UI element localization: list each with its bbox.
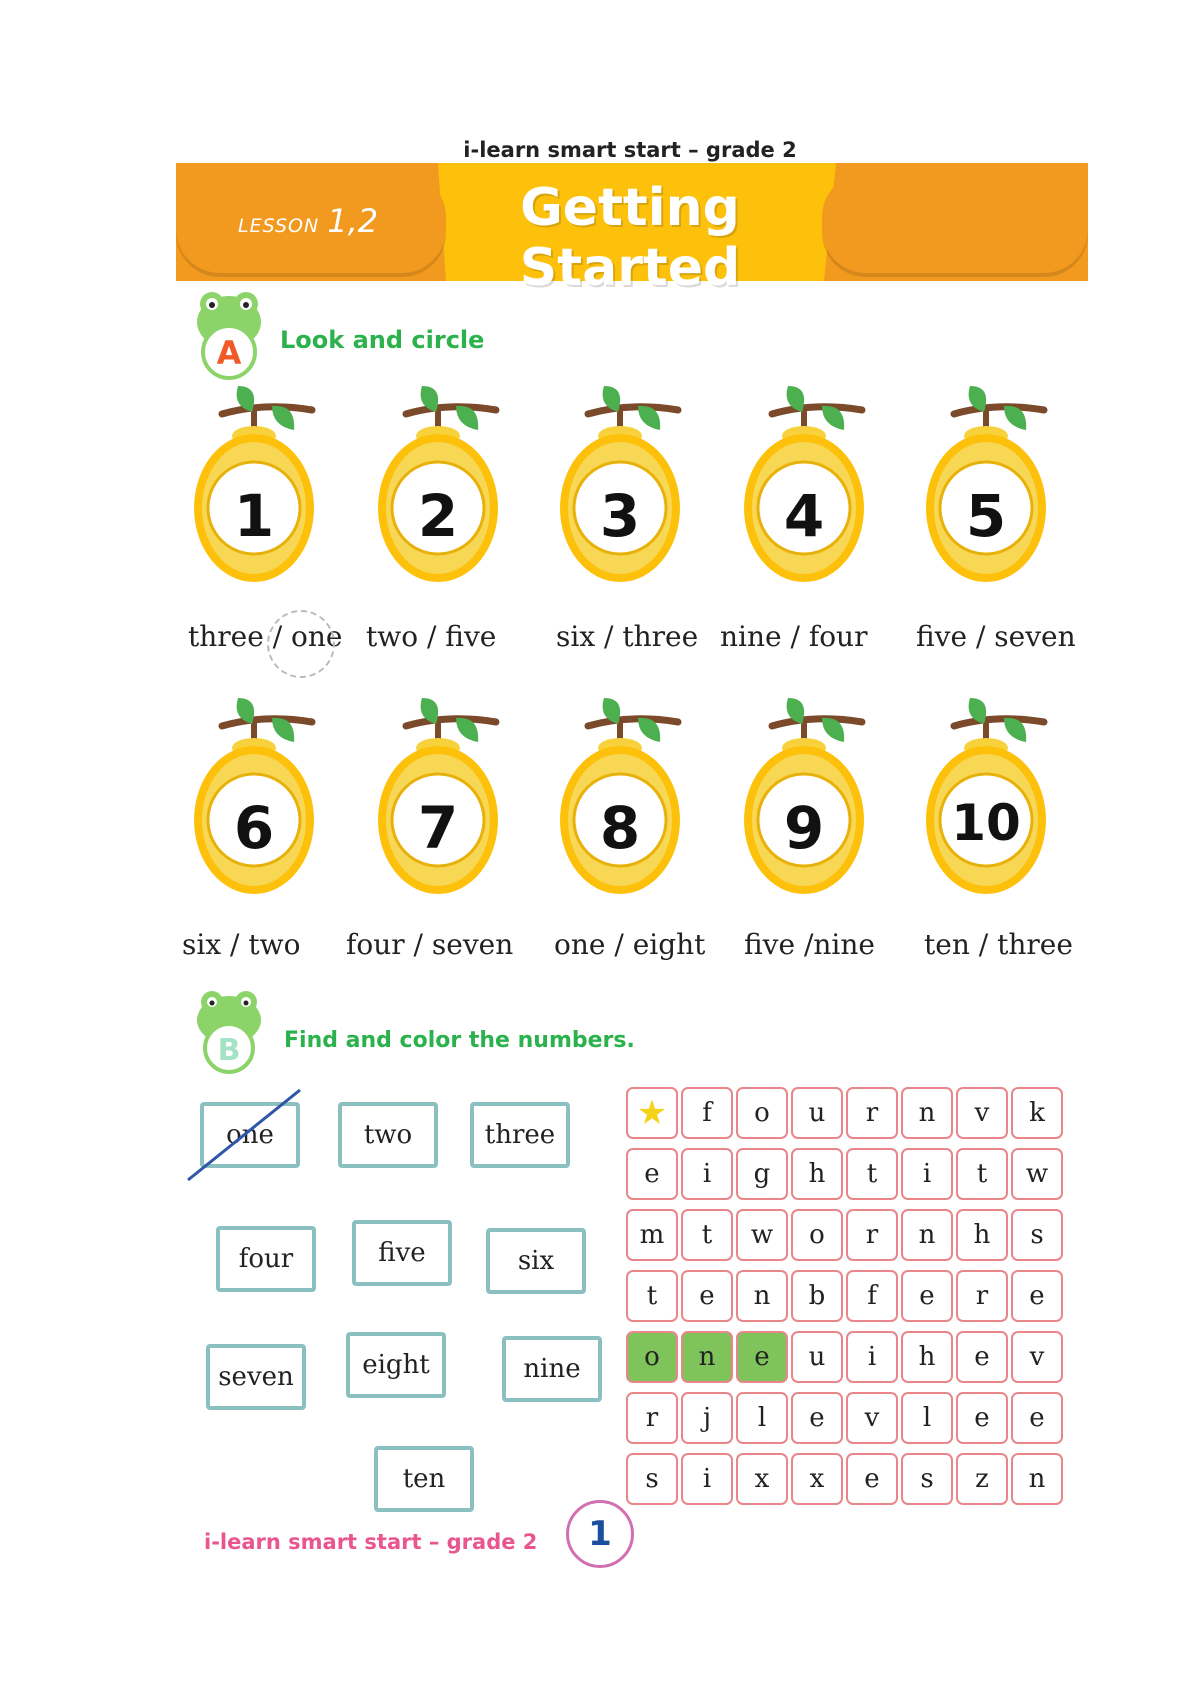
star-icon[interactable]: ★ [626, 1087, 678, 1139]
grid-cell[interactable]: o [626, 1331, 678, 1383]
answer-choices[interactable]: nine / four [720, 620, 868, 653]
grid-cell[interactable]: n [1011, 1453, 1063, 1505]
grid-cell[interactable]: u [791, 1331, 843, 1383]
grid-cell[interactable]: g [736, 1148, 788, 1200]
answer-choices[interactable]: three / one [188, 620, 343, 653]
lesson-label [238, 202, 378, 240]
grid-cell[interactable]: h [791, 1148, 843, 1200]
grid-cell[interactable]: r [846, 1087, 898, 1139]
section-b-instruction: Find and color the numbers. [284, 1028, 635, 1053]
fruit-card [560, 380, 710, 610]
grid-cell[interactable]: r [626, 1392, 678, 1444]
word-box-nine[interactable] [502, 1336, 602, 1402]
letter-grid [626, 1087, 1063, 1505]
word-text: nine [523, 1354, 581, 1384]
grid-cell[interactable]: n [681, 1331, 733, 1383]
fruit-number: 8 [599, 794, 641, 862]
fruit-number: 5 [965, 482, 1007, 550]
grid-cell[interactable]: k [1011, 1087, 1063, 1139]
grid-cell[interactable]: h [901, 1331, 953, 1383]
fruit-card [744, 692, 894, 922]
frog-b-icon [190, 986, 268, 1076]
fruit-number: 10 [951, 794, 1021, 852]
word-box-ten[interactable] [374, 1446, 474, 1512]
grid-cell[interactable]: o [791, 1209, 843, 1261]
grid-cell[interactable]: e [791, 1392, 843, 1444]
fruit-card [560, 692, 710, 922]
section-b-letter: B [217, 1033, 241, 1068]
word-box-six[interactable] [486, 1228, 586, 1294]
grid-cell[interactable]: m [626, 1209, 678, 1261]
word-text: three [484, 1120, 556, 1150]
fruit-card [194, 380, 344, 610]
grid-cell[interactable]: w [736, 1209, 788, 1261]
word-text: five [378, 1238, 426, 1268]
grid-cell[interactable]: f [681, 1087, 733, 1139]
word-text: four [238, 1244, 294, 1274]
grid-cell[interactable]: e [681, 1270, 733, 1322]
answer-choices[interactable]: two / five [366, 620, 497, 653]
fruit-card [926, 692, 1076, 922]
grid-cell[interactable]: r [956, 1270, 1008, 1322]
section-a-letter: A [216, 334, 242, 372]
grid-cell[interactable]: i [846, 1331, 898, 1383]
fruit-number: 6 [233, 794, 275, 862]
grid-cell[interactable]: e [626, 1148, 678, 1200]
fruit-number: 7 [417, 794, 459, 862]
fruit-number: 4 [783, 482, 825, 550]
grid-cell[interactable]: v [1011, 1331, 1063, 1383]
answer-choices[interactable]: four / seven [346, 928, 514, 961]
grid-cell[interactable]: u [791, 1087, 843, 1139]
grid-cell[interactable]: s [626, 1453, 678, 1505]
answer-choices[interactable]: five /nine [744, 928, 875, 961]
word-box-two[interactable] [338, 1102, 438, 1168]
frog-a-icon [190, 286, 268, 382]
fruit-card [926, 380, 1076, 610]
fruit-number: 1 [233, 482, 275, 550]
grid-cell[interactable]: n [736, 1270, 788, 1322]
word-text: two [363, 1120, 413, 1150]
answer-choices[interactable]: ten / three [924, 928, 1073, 961]
grid-cell[interactable]: n [901, 1087, 953, 1139]
word-text: ten [402, 1464, 446, 1494]
grid-cell[interactable]: j [681, 1392, 733, 1444]
grid-cell[interactable]: x [791, 1453, 843, 1505]
answer-choices[interactable]: six / two [182, 928, 301, 961]
grid-cell[interactable]: e [1011, 1270, 1063, 1322]
word-box-five[interactable] [352, 1220, 452, 1286]
grid-cell[interactable]: l [736, 1392, 788, 1444]
answer-circle [267, 610, 335, 678]
grid-cell[interactable]: h [956, 1209, 1008, 1261]
grid-cell[interactable]: t [681, 1209, 733, 1261]
footer-series: i-learn smart start – grade 2 [204, 1530, 538, 1554]
fruit-card [378, 692, 528, 922]
grid-cell[interactable]: n [901, 1209, 953, 1261]
lesson-word: LESSON [238, 215, 320, 237]
grid-cell[interactable]: i [681, 1148, 733, 1200]
section-a-instruction: Look and circle [280, 326, 485, 354]
word-box-four[interactable] [216, 1226, 316, 1292]
lesson-number: 1,2 [327, 202, 379, 240]
word-text: seven [218, 1362, 294, 1392]
strike-line [184, 1086, 304, 1184]
grid-cell[interactable]: x [736, 1453, 788, 1505]
word-box-three[interactable] [470, 1102, 570, 1168]
fruit-number: 9 [783, 794, 825, 862]
grid-cell[interactable]: v [846, 1392, 898, 1444]
grid-cell[interactable]: s [1011, 1209, 1063, 1261]
answer-choices[interactable]: six / three [556, 620, 699, 653]
grid-cell[interactable]: z [956, 1453, 1008, 1505]
grid-cell[interactable]: t [846, 1148, 898, 1200]
page-title: Getting Started [519, 178, 741, 298]
banner-right-pill [822, 173, 1088, 273]
grid-cell[interactable]: t [956, 1148, 1008, 1200]
grid-cell[interactable]: l [901, 1392, 953, 1444]
answer-choices[interactable]: five / seven [916, 620, 1076, 653]
grid-cell[interactable]: t [626, 1270, 678, 1322]
word-text: eight [362, 1350, 430, 1380]
page-number: 1 [566, 1500, 634, 1568]
grid-cell[interactable]: f [846, 1270, 898, 1322]
grid-cell[interactable]: e [956, 1331, 1008, 1383]
fruit-number: 3 [599, 482, 641, 550]
grid-cell[interactable]: v [956, 1087, 1008, 1139]
grid-cell[interactable]: r [846, 1209, 898, 1261]
word-box-seven[interactable] [206, 1344, 306, 1410]
fruit-card [744, 380, 894, 610]
grid-cell[interactable]: s [901, 1453, 953, 1505]
grid-cell[interactable]: o [736, 1087, 788, 1139]
grid-cell[interactable]: e [846, 1453, 898, 1505]
grid-cell[interactable]: b [791, 1270, 843, 1322]
answer-choices[interactable]: one / eight [554, 928, 706, 961]
grid-cell[interactable]: e [901, 1270, 953, 1322]
grid-cell[interactable]: e [1011, 1392, 1063, 1444]
fruit-card [194, 692, 344, 922]
word-box-eight[interactable] [346, 1332, 446, 1398]
grid-cell[interactable]: i [681, 1453, 733, 1505]
grid-cell[interactable]: e [736, 1331, 788, 1383]
word-text: one [226, 1120, 274, 1150]
word-text: six [517, 1246, 555, 1276]
fruit-number: 2 [417, 482, 459, 550]
series-title: i-learn smart start – grade 2 [463, 138, 797, 162]
fruit-card [378, 380, 528, 610]
grid-cell[interactable]: i [901, 1148, 953, 1200]
grid-cell[interactable]: e [956, 1392, 1008, 1444]
grid-cell[interactable]: w [1011, 1148, 1063, 1200]
